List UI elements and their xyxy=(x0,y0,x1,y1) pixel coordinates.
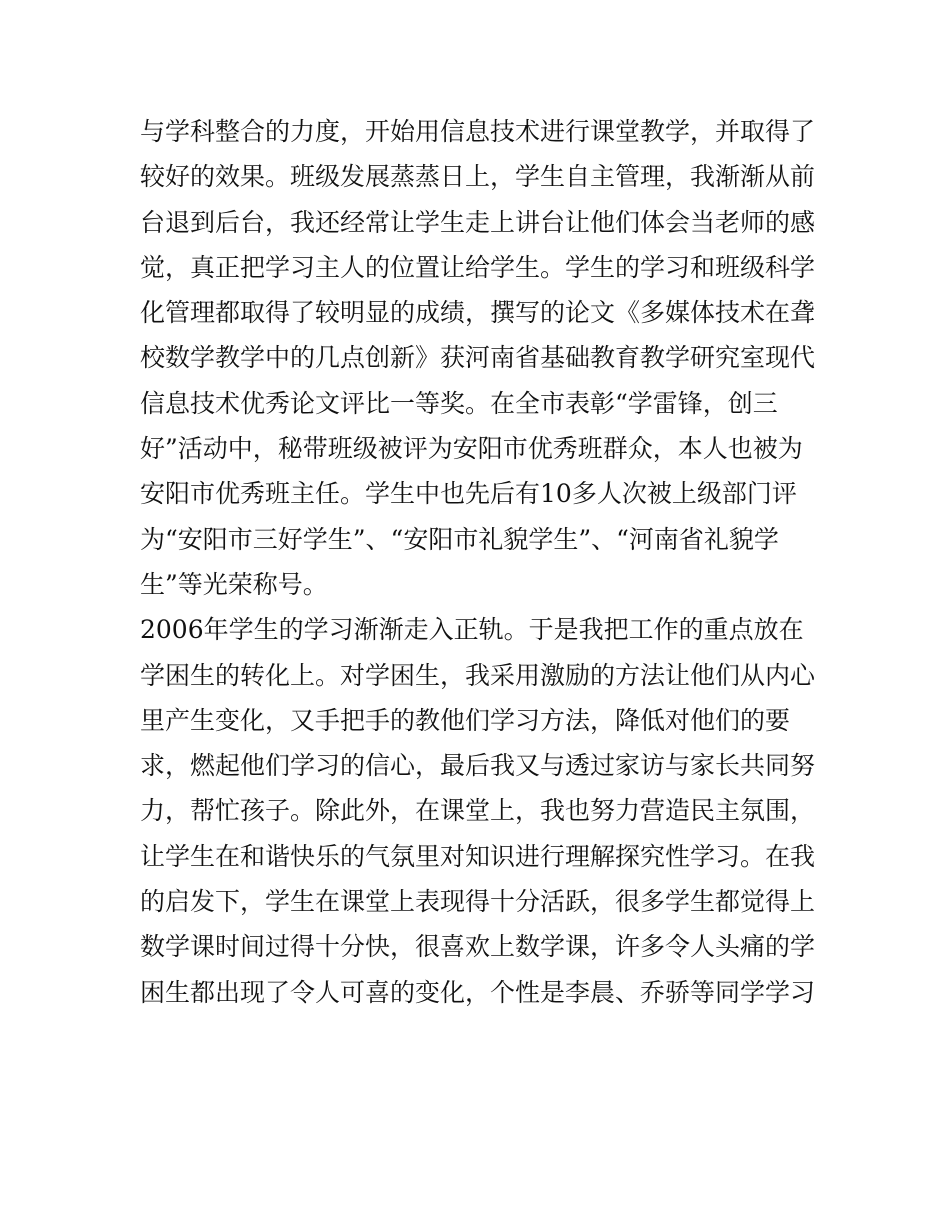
text-line: 求，燃起他们学习的信心，最后我又与透过家访与家长共同努 xyxy=(140,751,816,781)
text-line: 好”活动中，秘带班级被评为安阳市优秀班群众，本人也被为 xyxy=(140,434,803,464)
text-line: 安阳市优秀班主任。学生中也先后有10多人次被上级部门评 xyxy=(140,479,797,509)
document-body-text xyxy=(140,109,820,1015)
text-line: 困生都出现了令人可喜的变化，个性是李晨、乔骄等同学学习 xyxy=(140,977,816,1007)
text-line: 生”等光荣称号。 xyxy=(140,569,328,599)
text-line: 信息技术优秀论文评比一等奖。在全市表彰“学雷锋，创三 xyxy=(140,388,778,418)
text-line: 的启发下，学生在课堂上表现得十分活跃，很多学生都觉得上 xyxy=(140,887,816,917)
text-line: 校数学教学中的几点创新》获河南省基础教育教学研究室现代 xyxy=(140,343,816,373)
text-line: 学困生的转化上。对学困生，我采用激励的方法让他们从内心 xyxy=(140,660,816,690)
text-line: 力，帮忙孩子。除此外，在课堂上，我也努力营造民主氛围， xyxy=(140,796,816,826)
text-line: 数学课时间过得十分快，很喜欢上数学课，许多令人头痛的学 xyxy=(140,932,816,962)
text-line: 让学生在和谐快乐的气氛里对知识进行理解探究性学习。在我 xyxy=(140,841,816,871)
text-line: 觉，真正把学习主人的位置让给学生。学生的学习和班级科学 xyxy=(140,252,816,282)
text-line: 里产生变化，又手把手的教他们学习方法，降低对他们的要 xyxy=(140,705,791,735)
text-line: 与学科整合的力度，开始用信息技术进行课堂教学，并取得了 xyxy=(140,117,816,146)
text-line: 为“安阳市三好学生”、“安阳市礼貌学生”、“河南省礼貌学 xyxy=(140,524,779,554)
text-line: 化管理都取得了较明显的成绩，撰写的论文《多媒体技术在聋 xyxy=(140,298,816,328)
text-line: 台退到后台，我还经常让学生走上讲台让他们体会当老师的感 xyxy=(140,207,816,237)
text-line: 较好的效果。班级发展蒸蒸日上，学生自主管理，我渐渐从前 xyxy=(140,162,816,192)
paragraph-start-line: 2006年学生的学习渐渐走入正轨。于是我把工作的重点放在 xyxy=(140,615,804,645)
